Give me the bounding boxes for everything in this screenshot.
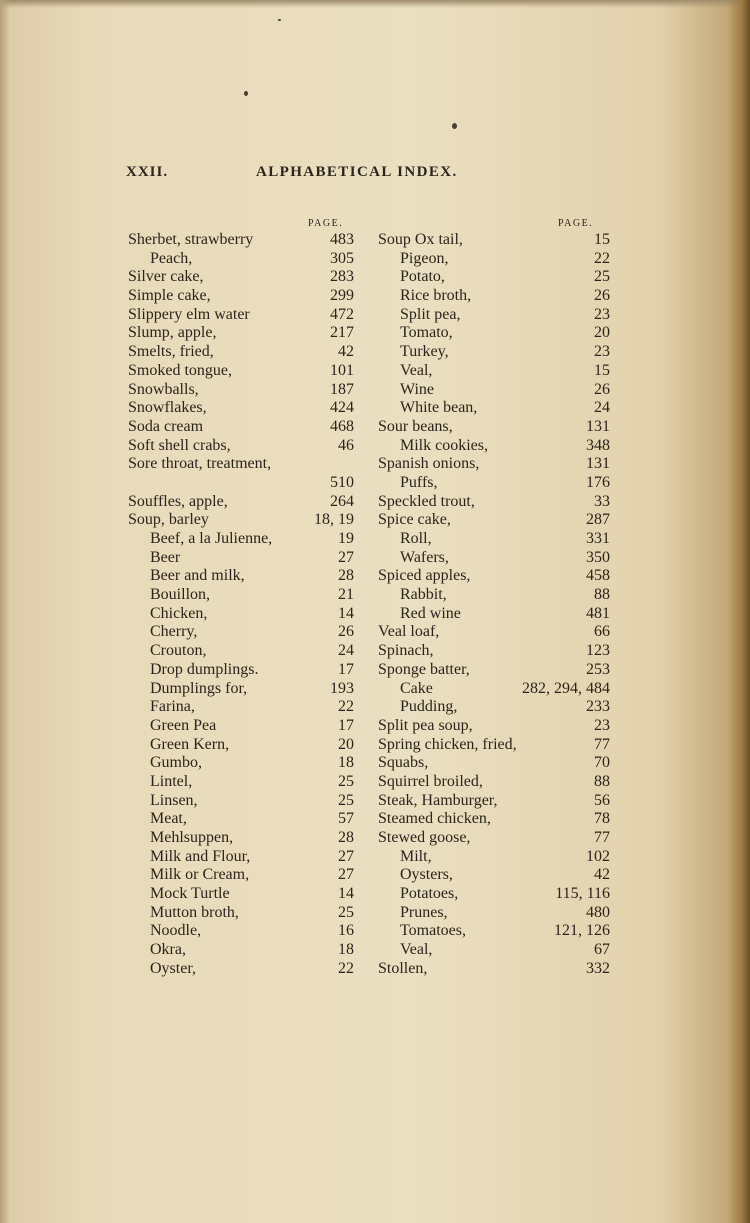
index-entry-page: 22 xyxy=(338,959,354,977)
index-entry-page: 25 xyxy=(594,268,610,286)
index-entry-label: Potato, xyxy=(400,268,445,286)
index-entry-page: 283 xyxy=(330,268,354,286)
index-entry xyxy=(128,904,354,923)
index-entry xyxy=(128,231,354,250)
index-entry-page: 24 xyxy=(594,399,610,417)
page-right-edge xyxy=(728,0,750,1223)
index-entry-label: White bean, xyxy=(400,399,478,417)
index-entry-page: 193 xyxy=(330,679,354,697)
index-entry-page: 88 xyxy=(594,772,610,790)
ink-speck xyxy=(244,91,248,96)
index-entry xyxy=(128,792,354,811)
index-entry-page: 26 xyxy=(594,287,610,305)
index-entry-label: Spice cake, xyxy=(378,511,451,529)
index-entry xyxy=(378,698,610,717)
index-entry-page: 115, 116 xyxy=(555,885,610,903)
index-entry-label: Spring chicken, fried, xyxy=(378,735,517,753)
index-entry-label: Squabs, xyxy=(378,754,429,772)
index-entry-label: Cherry, xyxy=(150,623,198,641)
index-entry-page: 77 xyxy=(594,735,610,753)
page-top-edge xyxy=(0,0,750,8)
right-column-page-label: PAGE. xyxy=(558,218,594,229)
index-entry xyxy=(128,268,354,287)
index-entry-page: 16 xyxy=(338,922,354,940)
index-entry-label: Green Pea xyxy=(150,716,217,734)
index-entry-page: 24 xyxy=(338,642,354,660)
index-entry-page: 21 xyxy=(338,586,354,604)
index-entry-page: 350 xyxy=(586,548,610,566)
index-entry-label: Mock Turtle xyxy=(150,885,230,903)
index-entry xyxy=(128,829,354,848)
index-entry-page: 121, 126 xyxy=(554,922,610,940)
index-entry-page: 19 xyxy=(338,530,354,547)
index-entry-page: 26 xyxy=(594,380,610,398)
left-index-column xyxy=(128,231,354,979)
index-entry-page: 22 xyxy=(594,249,610,267)
index-entry-page: 468 xyxy=(330,417,354,435)
index-entry xyxy=(378,549,610,568)
index-entry-label: Milk and Flour, xyxy=(150,847,251,865)
index-entry xyxy=(378,511,610,530)
page-number: XXII. xyxy=(126,164,169,180)
index-entry-page: 123 xyxy=(586,642,610,660)
page-title: ALPHABETICAL INDEX. xyxy=(256,164,458,180)
index-entry xyxy=(128,623,354,642)
index-entry xyxy=(128,754,354,773)
index-entry xyxy=(128,848,354,867)
index-entry-label: Wine xyxy=(400,380,435,398)
index-entry xyxy=(378,493,610,512)
index-entry-page: 253 xyxy=(586,660,610,678)
index-entry xyxy=(378,792,610,811)
index-entry-label: Linsen, xyxy=(150,791,198,809)
index-entry-label: Green Kern, xyxy=(150,735,230,753)
index-entry-label: Silver cake, xyxy=(128,268,204,286)
index-entry xyxy=(128,343,354,362)
index-entry-label: Spanish onions, xyxy=(378,455,480,473)
index-entry-label: Veal, xyxy=(400,361,433,379)
index-entry xyxy=(378,381,610,400)
index-entry xyxy=(128,567,354,586)
index-entry-page: 27 xyxy=(338,847,354,865)
index-entry xyxy=(128,399,354,418)
index-entry xyxy=(128,324,354,343)
index-entry xyxy=(128,885,354,904)
index-entry-label: Red wine xyxy=(400,604,461,622)
index-entry-label: Spiced apples, xyxy=(378,567,471,585)
index-entry-page: 70 xyxy=(594,754,610,772)
index-entry-page: 480 xyxy=(586,903,610,921)
index-entry xyxy=(378,904,610,923)
index-entry xyxy=(128,474,354,493)
index-entry-label: Soup, barley xyxy=(128,511,209,529)
index-entry xyxy=(378,754,610,773)
index-entry-page: 46 xyxy=(338,436,354,454)
index-entry xyxy=(378,605,610,624)
index-entry xyxy=(378,586,610,605)
index-entry-label: Simple cake, xyxy=(128,287,211,305)
index-entry xyxy=(128,549,354,568)
index-entry-page: 131 xyxy=(586,417,610,435)
index-entry-page: 56 xyxy=(594,791,610,809)
index-entry xyxy=(378,455,610,474)
index-entry-label: Soft shell crabs, xyxy=(128,436,231,454)
index-entry-label: Pigeon, xyxy=(400,249,449,267)
index-entry xyxy=(128,287,354,306)
index-entry-label: Puffs, xyxy=(400,473,438,491)
index-entry-page: 66 xyxy=(594,623,610,641)
index-entry xyxy=(378,530,610,549)
index-entry-page: 20 xyxy=(594,324,610,342)
index-entry-page: 305 xyxy=(330,249,354,267)
index-entry xyxy=(128,511,354,530)
index-entry xyxy=(378,418,610,437)
index-entry-page: 42 xyxy=(338,343,354,361)
index-entry-page: 18, 19 xyxy=(314,511,354,529)
index-entry-label: Prunes, xyxy=(400,903,448,921)
index-entry-page: 458 xyxy=(586,567,610,585)
index-entry xyxy=(378,474,610,493)
index-entry-label: Pudding, xyxy=(400,698,458,716)
index-entry-label: Stewed goose, xyxy=(378,829,471,846)
index-entry-label: Milk or Cream, xyxy=(150,866,250,884)
index-entry-page: 23 xyxy=(594,716,610,734)
index-entry-page: 57 xyxy=(338,810,354,828)
index-entry-page: 348 xyxy=(586,436,610,454)
index-entry xyxy=(378,343,610,362)
index-entry xyxy=(378,642,610,661)
index-entry-page: 26 xyxy=(338,623,354,641)
index-entry-page: 233 xyxy=(586,698,610,716)
index-entry xyxy=(378,250,610,269)
index-entry-label: Rice broth, xyxy=(400,287,472,305)
index-entry-page: 510 xyxy=(330,473,354,491)
index-entry-label: Soda cream xyxy=(128,417,204,435)
index-entry-label: Souffles, apple, xyxy=(128,492,228,510)
index-entry xyxy=(378,362,610,381)
page-header xyxy=(126,164,606,188)
index-entry xyxy=(128,773,354,792)
index-entry xyxy=(378,287,610,306)
index-entry xyxy=(128,530,354,549)
ink-speck xyxy=(452,123,457,129)
ink-speck xyxy=(278,19,281,21)
index-entry xyxy=(128,642,354,661)
index-entry-label: Chicken, xyxy=(150,604,208,622)
index-entry-page: 14 xyxy=(338,604,354,622)
index-entry xyxy=(378,437,610,456)
index-entry-label: Snowflakes, xyxy=(128,399,207,417)
index-entry xyxy=(128,306,354,325)
index-entry-label: Slippery elm water xyxy=(128,305,250,323)
index-entry-label: Mehlsuppen, xyxy=(150,829,234,846)
index-entry-page: 15 xyxy=(594,231,610,248)
index-entry-label: Bouillon, xyxy=(150,586,211,604)
index-entry-page: 27 xyxy=(338,866,354,884)
index-entry-label: Wafers, xyxy=(400,548,449,566)
index-entry-page: 472 xyxy=(330,305,354,323)
index-entry xyxy=(128,605,354,624)
index-entry xyxy=(128,418,354,437)
index-entry-label: Okra, xyxy=(150,941,186,959)
index-entry xyxy=(378,866,610,885)
index-entry-label: Smoked tongue, xyxy=(128,361,232,379)
index-entry-page: 25 xyxy=(338,772,354,790)
index-entry-page: 20 xyxy=(338,735,354,753)
index-entry xyxy=(378,960,610,979)
index-entry-page: 67 xyxy=(594,941,610,959)
index-entry xyxy=(378,680,610,699)
index-entry-label: Oysters, xyxy=(400,866,453,884)
index-entry-label: Snowballs, xyxy=(128,380,199,398)
index-entry-page: 424 xyxy=(330,399,354,417)
index-entry-page: 17 xyxy=(338,660,354,678)
index-entry xyxy=(378,922,610,941)
index-entry xyxy=(378,231,610,250)
index-entry-label: Veal loaf, xyxy=(378,623,440,641)
index-entry xyxy=(128,736,354,755)
index-entry-page: 17 xyxy=(338,716,354,734)
index-entry xyxy=(378,829,610,848)
index-entry-label: Slump, apple, xyxy=(128,324,217,342)
index-entry-label: Roll, xyxy=(400,530,432,547)
index-entry-page: 176 xyxy=(586,473,610,491)
index-entry-page: 101 xyxy=(330,361,354,379)
index-entry-page: 88 xyxy=(594,586,610,604)
index-entry-page: 28 xyxy=(338,829,354,846)
index-entry-label: Split pea soup, xyxy=(378,716,473,734)
index-entry-page: 331 xyxy=(586,530,610,547)
index-entry xyxy=(378,306,610,325)
index-entry xyxy=(128,493,354,512)
index-entry-page: 18 xyxy=(338,754,354,772)
index-entry-page: 282, 294, 484 xyxy=(522,679,610,697)
index-entry xyxy=(378,661,610,680)
index-entry xyxy=(128,960,354,979)
index-entry-label: Sore throat, treatment, xyxy=(128,455,272,473)
index-entry-page: 287 xyxy=(586,511,610,529)
index-entry-label: Squirrel broiled, xyxy=(378,772,483,790)
index-entry-page: 23 xyxy=(594,305,610,323)
index-entry-label: Speckled trout, xyxy=(378,492,475,510)
index-entry-label: Soup Ox tail, xyxy=(378,231,463,248)
index-entry-page: 42 xyxy=(594,866,610,884)
index-entry-page: 217 xyxy=(330,324,354,342)
index-entry-label: Sour beans, xyxy=(378,417,453,435)
index-entry xyxy=(128,941,354,960)
index-entry-label: Spinach, xyxy=(378,642,434,660)
index-entry-page: 25 xyxy=(338,791,354,809)
index-entry xyxy=(128,810,354,829)
index-entry-label: Split pea, xyxy=(400,305,461,323)
index-entry xyxy=(378,810,610,829)
index-entry-page: 187 xyxy=(330,380,354,398)
index-entry xyxy=(378,623,610,642)
index-entry xyxy=(128,586,354,605)
index-entry xyxy=(128,437,354,456)
index-entry xyxy=(378,268,610,287)
index-entry-label: Cake xyxy=(400,679,433,697)
index-entry-label: Beer and milk, xyxy=(150,567,245,585)
index-entry xyxy=(128,250,354,269)
index-entry-label: Noodle, xyxy=(150,922,202,940)
index-entry-label: Mutton broth, xyxy=(150,903,239,921)
index-entry-page: 77 xyxy=(594,829,610,846)
index-entry-label: Beef, a la Julienne, xyxy=(150,530,273,547)
index-entry-page: 22 xyxy=(338,698,354,716)
index-entry-label: Tomatoes, xyxy=(400,922,466,940)
index-entry-page: 483 xyxy=(330,231,354,248)
index-entry xyxy=(378,736,610,755)
index-entry-page: 33 xyxy=(594,492,610,510)
index-entry xyxy=(128,661,354,680)
index-entry xyxy=(378,324,610,343)
index-entry-page: 15 xyxy=(594,361,610,379)
index-entry xyxy=(128,922,354,941)
index-entry-page: 18 xyxy=(338,941,354,959)
index-entry-label: Steak, Hamburger, xyxy=(378,791,498,809)
index-entry xyxy=(378,848,610,867)
index-entry xyxy=(378,773,610,792)
index-entry-page: 27 xyxy=(338,548,354,566)
index-entry-page: 23 xyxy=(594,343,610,361)
page-left-edge xyxy=(0,0,10,1223)
index-entry-label: Turkey, xyxy=(400,343,449,361)
index-entry-label: Crouton, xyxy=(150,642,207,660)
index-entry xyxy=(378,885,610,904)
index-entry-label: Veal, xyxy=(400,941,433,959)
index-entry-page: 78 xyxy=(594,810,610,828)
index-entry-label: Oyster, xyxy=(150,959,197,977)
right-index-column xyxy=(378,231,610,979)
index-entry-label: Potatoes, xyxy=(400,885,459,903)
index-entry xyxy=(378,941,610,960)
index-entry-page: 102 xyxy=(586,847,610,865)
index-entry-page: 14 xyxy=(338,885,354,903)
index-entry xyxy=(128,455,354,474)
index-entry xyxy=(128,717,354,736)
index-entry-page: 481 xyxy=(586,604,610,622)
index-entry-label: Milk cookies, xyxy=(400,436,488,454)
index-entry-page: 332 xyxy=(586,959,610,977)
index-entry-label: Tomato, xyxy=(400,324,453,342)
index-entry-page: 131 xyxy=(586,455,610,473)
index-entry-label: Stollen, xyxy=(378,959,428,977)
index-entry xyxy=(128,866,354,885)
index-entry xyxy=(128,698,354,717)
index-entry-label: Drop dumplings. xyxy=(150,660,259,678)
index-entry xyxy=(128,362,354,381)
index-entry-label: Peach, xyxy=(150,249,193,267)
index-entry xyxy=(378,717,610,736)
index-entry-label: Steamed chicken, xyxy=(378,810,491,828)
index-entry xyxy=(128,680,354,699)
index-entry-label: Gumbo, xyxy=(150,754,202,772)
index-entry xyxy=(378,399,610,418)
left-column-page-label: PAGE. xyxy=(308,218,344,229)
index-entry-label: Dumplings for, xyxy=(150,679,248,697)
index-entry-label: Sherbet, strawberry xyxy=(128,231,254,248)
index-entry-label: Rabbit, xyxy=(400,586,447,604)
index-entry-label: Milt, xyxy=(400,847,432,865)
index-entry xyxy=(378,567,610,586)
index-entry-page: 28 xyxy=(338,567,354,585)
index-entry-page: 264 xyxy=(330,492,354,510)
index-entry-label: Lintel, xyxy=(150,772,193,790)
index-entry-label: Meat, xyxy=(150,810,187,828)
index-entry-page: 25 xyxy=(338,903,354,921)
index-entry-label: Farina, xyxy=(150,698,195,716)
index-entry-label: Beer xyxy=(150,548,181,566)
index-entry-label: Smelts, fried, xyxy=(128,343,214,361)
index-entry-label: Sponge batter, xyxy=(378,660,470,678)
index-entry xyxy=(128,381,354,400)
index-entry-page: 299 xyxy=(330,287,354,305)
